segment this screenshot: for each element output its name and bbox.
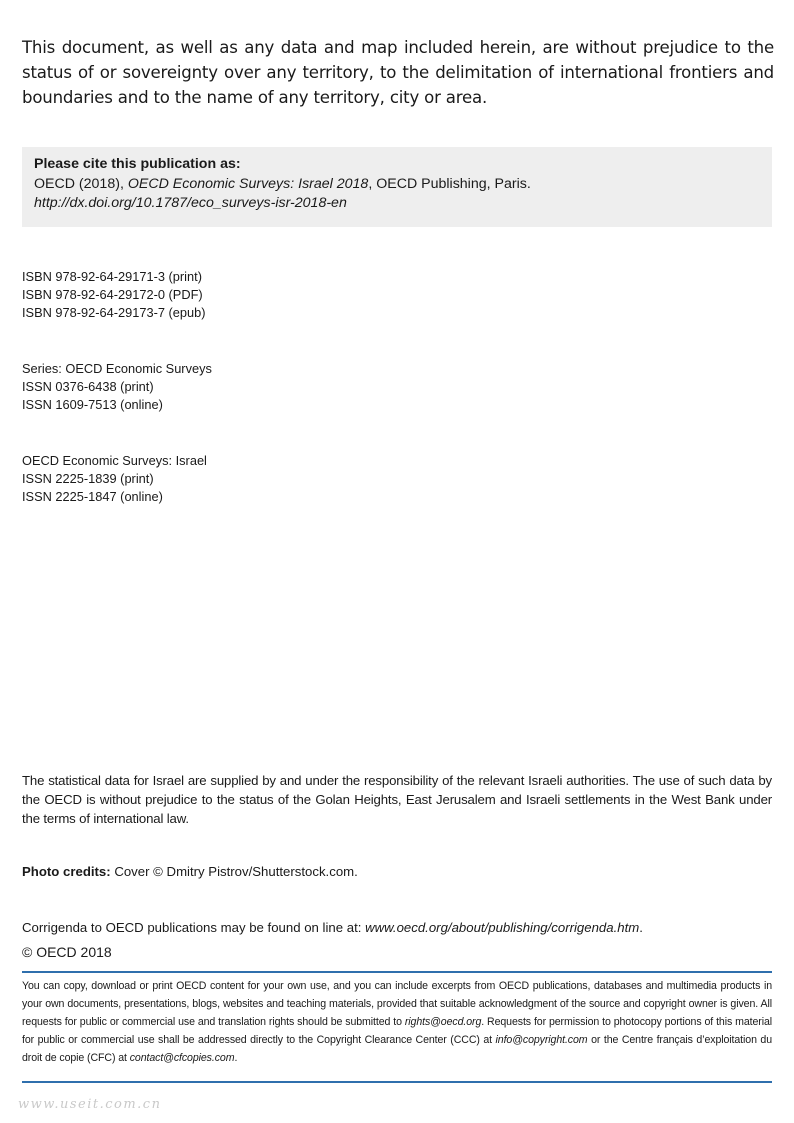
rights-text-1: You can copy, download or print OECD content for your own use, and you can include excerpts from OECD publications, databases and multimedia products in your own documents, presentations, blogs, websites and teaching materials, provided that suitable acknowledgment of the source and copyright owner is given. All requests for public or commercial use and translation rights should be submitted to [22, 980, 772, 1029]
rights-statement [22, 977, 772, 1067]
citation-title: Please cite this publication as: [34, 156, 241, 172]
israel-issn-list [22, 452, 207, 507]
photo-credits-text: Cover © Dmitry Pistrov/Shutterstock.com. [110, 864, 358, 879]
copyright-notice: © OECD 2018 [22, 944, 112, 960]
statistical-data-note: The statistical data for Israel are supplied by and under the responsibility of the relevant Israeli authorities. The use of such data by the OECD is without prejudice to the status of the Golan Heights, East Jerusalem and Israeli settlements in the West Bank under the terms of international law. [22, 773, 772, 826]
site-watermark: www.useit.com.cn [18, 1097, 162, 1112]
rights-email-link[interactable]: rights@oecd.org [404, 1016, 482, 1029]
rights-text-2: . Requests for permission to photocopy portions of this material for public or commercial use shall be addressed directly to the Copyright Clearance Center (CCC) at [22, 1016, 772, 1047]
series-name: Series: OECD Economic Surveys [22, 361, 212, 376]
corrigenda-note [22, 918, 643, 937]
bottom-divider [22, 1081, 772, 1083]
territory-disclaimer: This document, as well as any data and map included herein, are without prejudice to the status of or sovereignty over any territory, to the delimitation of international frontiers and boundaries and to the name of any territory, city or area. [22, 38, 774, 107]
corrigenda-link[interactable]: www.oecd.org/about/publishing/corrigenda.htm [365, 920, 640, 935]
isbn-print: ISBN 978-92-64-29171-3 (print) [22, 269, 202, 284]
citation-author-year: OECD (2018), [34, 175, 128, 192]
cfc-email-link[interactable]: contact@cfcopies.com [129, 1052, 235, 1065]
citation-book-title: OECD Economic Surveys: Israel 2018 [127, 175, 369, 192]
isbn-list [22, 268, 206, 323]
citation-publisher: , OECD Publishing, Paris. [368, 175, 531, 192]
ccc-email-link[interactable]: info@copyright.com [495, 1034, 588, 1047]
isbn-epub: ISBN 978-92-64-29173-7 (epub) [22, 305, 206, 321]
citation-reference [34, 175, 760, 195]
photo-credits [22, 862, 358, 881]
citation-doi-link[interactable]: http://dx.doi.org/10.1787/eco_surveys-isr-2018-en [34, 195, 347, 211]
photo-credits-label: Photo credits: [22, 864, 111, 879]
israel-issn-online: ISSN 2225-1847 (online) [22, 489, 163, 505]
israel-series-name: OECD Economic Surveys: Israel [22, 453, 207, 468]
corrigenda-text: Corrigenda to OECD publications may be found on line at: [22, 920, 366, 935]
rights-text-3: or the Centre français d’exploitation du droit de copie (CFC) at [22, 1034, 772, 1065]
top-divider [22, 971, 772, 973]
isbn-pdf: ISBN 978-92-64-29172-0 (PDF) [22, 287, 203, 303]
series-issn-print: ISSN 0376-6438 (print) [22, 379, 154, 395]
rights-text-4: . [234, 1052, 238, 1065]
series-issn-online: ISSN 1609-7513 (online) [22, 397, 163, 413]
citation-box [22, 147, 772, 227]
series-issn-list [22, 360, 212, 415]
israel-issn-print: ISSN 2225-1839 (print) [22, 471, 154, 487]
corrigenda-period: . [639, 920, 643, 935]
